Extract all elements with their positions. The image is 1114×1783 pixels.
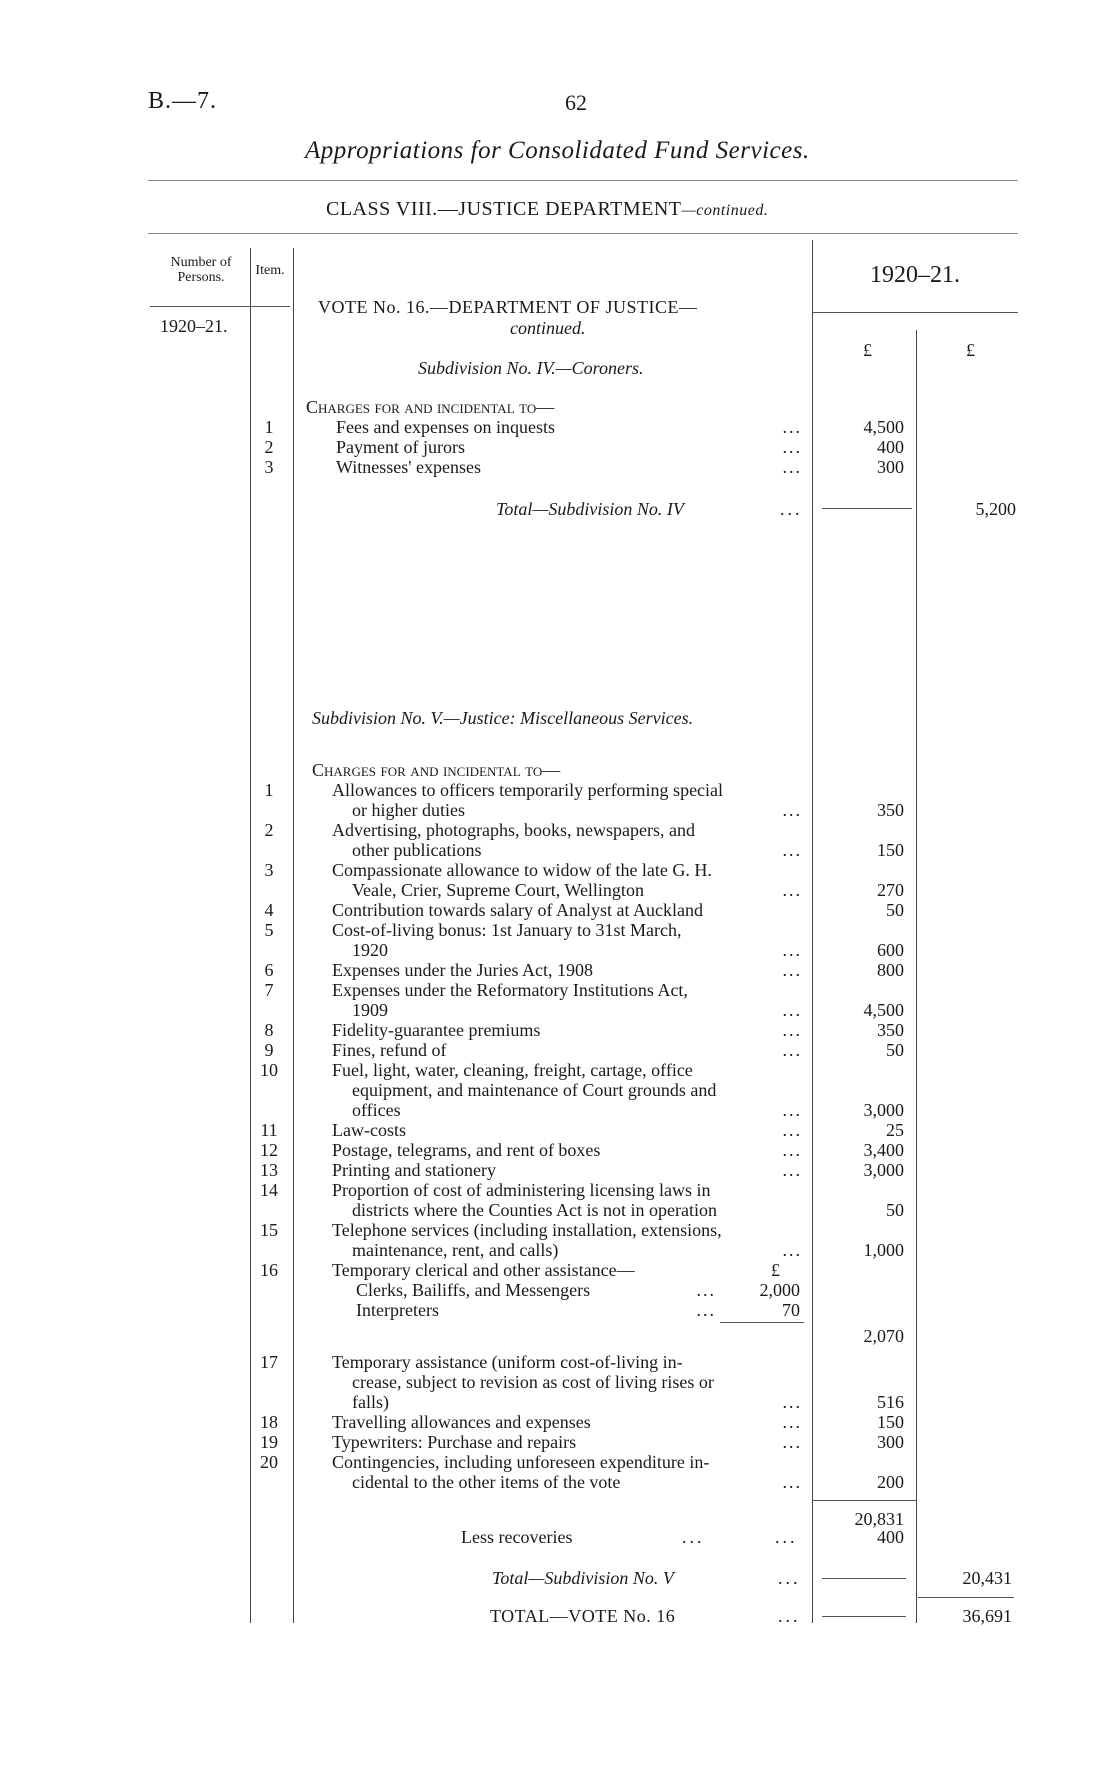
line-item-text-line — [332, 1180, 802, 1200]
leader-dots: ... — [782, 960, 802, 980]
line-item-amount: 1,000 — [863, 1240, 904, 1260]
line-item-text: 1920 — [352, 940, 388, 960]
line-item-text: Postage, telegrams, and rent of boxes — [332, 1140, 601, 1160]
line-item-text: offices — [352, 1100, 401, 1120]
line-item-amount: 600 — [877, 940, 904, 960]
leader-dots: ... — [782, 940, 802, 960]
line-item-amount: 800 — [877, 960, 904, 980]
line-item-text: Fines, refund of — [332, 1040, 447, 1060]
sub-item-amount: 2,000 — [759, 1280, 800, 1300]
line-item-text-line — [332, 860, 802, 880]
sub-item-amount: 70 — [782, 1300, 800, 1320]
leader-dots: ... — [782, 1160, 802, 1180]
line-item-text: Witnesses' expenses — [336, 457, 481, 477]
line-item-text: 1909 — [352, 1000, 388, 1020]
line-item-text-line — [332, 1060, 802, 1080]
line-item-text-line — [332, 780, 802, 800]
sub-item-text: Clerks, Bailiffs, and Messengers — [356, 1280, 591, 1300]
column-year-left: 1920–21. — [160, 316, 228, 336]
subdivision-v-total: 20,431 — [962, 1568, 1012, 1588]
line-item-amount: 516 — [877, 1392, 904, 1412]
line-item-text: Contingencies, including unforeseen expenditure in- — [332, 1452, 710, 1472]
leader-dots: ... — [782, 1240, 802, 1260]
leader-dots: ... — [782, 1472, 802, 1492]
item-number: 7 — [264, 980, 274, 1000]
item-number: 2 — [264, 437, 274, 457]
line-item-amount: 4,500 — [863, 1000, 904, 1020]
line-item-text-line — [332, 1120, 802, 1140]
currency-symbol-1: £ — [863, 340, 872, 360]
subdivision-iv-total: 5,200 — [975, 499, 1016, 519]
line-item-text-line — [332, 1452, 802, 1472]
line-item-text-line — [332, 960, 802, 980]
column-rule-amount-2 — [916, 330, 917, 1623]
item-number: 10 — [260, 1060, 278, 1080]
line-item-text-line — [352, 1392, 802, 1412]
leader-dots: ... — [782, 800, 802, 820]
sub-currency-symbol: £ — [771, 1260, 780, 1280]
subdivision-iv-total-dots: ... — [780, 499, 803, 519]
line-item-text: Temporary assistance (uniform cost-of-living in- — [332, 1352, 683, 1372]
leader-dots: ... — [696, 1280, 716, 1300]
subdivision-iv-title: Subdivision No. IV.—Coroners. — [418, 358, 644, 378]
sub-item — [356, 1300, 716, 1320]
item-number: 12 — [260, 1140, 278, 1160]
line-item-text-line — [332, 920, 802, 940]
leader-dots: ... — [782, 1120, 802, 1140]
line-item-text-line — [352, 800, 802, 820]
leader-dots: ... — [782, 1020, 802, 1040]
line-item-text: districts where the Counties Act is not in operation — [352, 1200, 717, 1220]
line-item-text: Proportion of cost of administering licensing laws in — [332, 1180, 711, 1200]
title-rule — [148, 180, 1018, 181]
line-item-text-line — [352, 940, 802, 960]
sub-item — [356, 1280, 716, 1300]
sub-total-rule — [720, 1322, 804, 1323]
line-item-amount: 270 — [877, 880, 904, 900]
line-item-amount: 200 — [877, 1472, 904, 1492]
item-number: 13 — [260, 1160, 278, 1180]
line-item-text-line — [332, 1160, 802, 1180]
line-item-text: Veale, Crier, Supreme Court, Wellington — [352, 880, 644, 900]
line-item-amount: 150 — [877, 1412, 904, 1432]
document-code: B.—7. — [148, 88, 218, 114]
line-item-amount: 350 — [877, 1020, 904, 1040]
line-item-text: Fuel, light, water, cleaning, freight, cartage, office — [332, 1060, 693, 1080]
line-item-text: Expenses under the Reformatory Institutions Act, — [332, 980, 688, 1000]
line-item-amount: 350 — [877, 800, 904, 820]
line-item-text: Printing and stationery — [332, 1160, 496, 1180]
item-number: 5 — [264, 920, 274, 940]
line-item-text-line — [352, 1372, 802, 1392]
item-number: 19 — [260, 1432, 278, 1452]
line-item-amount: 3,000 — [863, 1100, 904, 1120]
item-number: 11 — [260, 1120, 278, 1140]
line-item-text-line — [332, 1260, 802, 1280]
item-number: 2 — [264, 820, 274, 840]
leader-dots: ... — [782, 840, 802, 860]
item-number: 4 — [264, 900, 274, 920]
leader-dots: ... — [782, 1432, 802, 1452]
line-item-description — [336, 437, 802, 457]
vote-continued: continued. — [510, 318, 586, 338]
line-item-text-line — [332, 1352, 802, 1372]
item-number: 9 — [264, 1040, 274, 1060]
line-item-text: falls) — [352, 1392, 389, 1412]
leader-dots: ... — [782, 417, 802, 437]
column-rule-item — [293, 248, 294, 1623]
leader-dots: ... — [782, 1412, 802, 1432]
line-item-amount: 3,000 — [863, 1160, 904, 1180]
line-item-text: Advertising, photographs, books, newspapers, and — [332, 820, 695, 840]
leader-dots: ... — [782, 457, 802, 477]
header-rule-right — [812, 312, 1018, 313]
subdivision-v-total-label: Total—Subdivision No. V — [492, 1568, 674, 1588]
line-item-text: Allowances to officers temporarily performing special — [332, 780, 724, 800]
column-year-right: 1920–21. — [870, 262, 960, 288]
line-item-description — [336, 417, 802, 437]
leader-dots: ... — [782, 1040, 802, 1060]
line-item-text-line — [352, 1200, 802, 1220]
vote-title: VOTE No. 16.—DEPARTMENT OF JUSTICE— — [318, 297, 698, 317]
line-item-text-line — [352, 1080, 802, 1100]
less-recoveries-dots-1: ... — [682, 1527, 705, 1547]
line-item-amount: 4,500 — [863, 417, 904, 437]
line-item-text-line — [332, 1220, 802, 1240]
item-number: 3 — [264, 860, 274, 880]
leader-dots: ... — [782, 1392, 802, 1412]
line-item-text-line — [352, 880, 802, 900]
subdivision-v-title: Subdivision No. V.—Justice: Miscellaneous Services. — [312, 708, 694, 728]
vote-total-dots: ... — [778, 1606, 801, 1626]
item-number: 20 — [260, 1452, 278, 1472]
line-item-text-line — [332, 1412, 802, 1432]
line-item-text: Law-costs — [332, 1120, 406, 1140]
line-item-amount: 300 — [877, 457, 904, 477]
less-recoveries-amount: 400 — [877, 1527, 904, 1547]
subdivision-v-total-rule — [822, 1578, 906, 1579]
line-item-text-line — [332, 1432, 802, 1452]
leader-dots: ... — [782, 1100, 802, 1120]
line-item-text-line — [352, 840, 802, 860]
item-number: 15 — [260, 1220, 278, 1240]
class-title: CLASS VIII.—JUSTICE DEPARTMENT—continued. — [326, 198, 769, 220]
subdivision-v-gross-total: 20,831 — [854, 1509, 904, 1529]
leader-dots: ... — [782, 880, 802, 900]
line-item-amount: 25 — [886, 1120, 904, 1140]
vote-total-rule — [822, 1616, 906, 1617]
subdivision-v-charges-heading: Charges for and incidental to— — [312, 760, 561, 780]
less-recoveries-label: Less recoveries — [461, 1527, 573, 1547]
line-item-text-line — [332, 900, 802, 920]
line-item-amount: 3,400 — [863, 1140, 904, 1160]
item-number: 1 — [264, 417, 274, 437]
line-item-text-line — [332, 1140, 802, 1160]
line-item-amount: 50 — [886, 1200, 904, 1220]
line-item-amount: 2,070 — [863, 1326, 904, 1346]
line-item-text: Fidelity-guarantee premiums — [332, 1020, 541, 1040]
line-item-amount: 300 — [877, 1432, 904, 1452]
line-item-text: Travelling allowances and expenses — [332, 1412, 591, 1432]
currency-symbol-2: £ — [966, 340, 975, 360]
line-item-text: cidental to the other items of the vote — [352, 1472, 621, 1492]
line-item-amount: 150 — [877, 840, 904, 860]
item-number: 8 — [264, 1020, 274, 1040]
subdivision-iv-total-label: Total—Subdivision No. IV — [496, 499, 684, 519]
line-item-text: Fees and expenses on inquests — [336, 417, 555, 437]
page-title: Appropriations for Consolidated Fund Services. — [305, 137, 810, 164]
leader-dots: ... — [782, 1140, 802, 1160]
less-recoveries-dots-2: ... — [775, 1527, 798, 1547]
line-item-description — [336, 457, 802, 477]
column-item: Item. — [255, 263, 285, 278]
subdivision-v-total-dots: ... — [778, 1568, 801, 1588]
line-item-text-line — [332, 820, 802, 840]
leader-dots: ... — [696, 1300, 716, 1320]
item-number: 3 — [264, 457, 274, 477]
item-number: 17 — [260, 1352, 278, 1372]
leader-dots: ... — [782, 437, 802, 457]
header-rule-left — [150, 306, 290, 307]
line-item-text: maintenance, rent, and calls) — [352, 1240, 559, 1260]
subdivision-iv-charges-heading: Charges for and incidental to— — [306, 397, 555, 417]
line-item-text-line — [352, 1100, 802, 1120]
line-item-text: equipment, and maintenance of Court grounds and — [352, 1080, 717, 1100]
item-number: 16 — [260, 1260, 278, 1280]
vote-total-top-rule — [918, 1597, 1014, 1598]
column-number-of-persons: Number of Persons. — [170, 255, 232, 285]
line-item-text: other publications — [352, 840, 482, 860]
line-item-text: Typewriters: Purchase and repairs — [332, 1432, 577, 1452]
item-number: 14 — [260, 1180, 278, 1200]
item-number: 18 — [260, 1412, 278, 1432]
column-rule-persons — [250, 248, 251, 1623]
vote-total-amount: 36,691 — [962, 1606, 1012, 1626]
sub-item-text: Interpreters — [356, 1300, 439, 1320]
line-item-text-line — [332, 980, 802, 1000]
line-item-text: Contribution towards salary of Analyst at Auckland — [332, 900, 703, 920]
gross-total-rule — [812, 1500, 916, 1501]
line-item-text: Expenses under the Juries Act, 1908 — [332, 960, 593, 980]
item-number: 6 — [264, 960, 274, 980]
line-item-text: or higher duties — [352, 800, 465, 820]
line-item-text: Temporary clerical and other assistance— — [332, 1260, 635, 1280]
subdivision-iv-subtotal-rule — [822, 508, 912, 509]
vote-total-label: TOTAL—VOTE No. 16 — [490, 1606, 676, 1626]
line-item-text: Compassionate allowance to widow of the late G. H. — [332, 860, 712, 880]
line-item-text: crease, subject to revision as cost of living rises or — [352, 1372, 714, 1392]
line-item-amount: 400 — [877, 437, 904, 457]
item-number: 1 — [264, 780, 274, 800]
page-number: 62 — [565, 90, 587, 115]
line-item-text-line — [332, 1040, 802, 1060]
line-item-text: Cost-of-living bonus: 1st January to 31st March, — [332, 920, 682, 940]
line-item-text: Telephone services (including installation, extensions, — [332, 1220, 722, 1240]
line-item-amount: 50 — [886, 1040, 904, 1060]
line-item-text-line — [352, 1000, 802, 1020]
line-item-text-line — [352, 1472, 802, 1492]
line-item-text-line — [352, 1240, 802, 1260]
line-item-text: Payment of jurors — [336, 437, 465, 457]
class-rule — [148, 233, 1018, 234]
line-item-text-line — [332, 1020, 802, 1040]
leader-dots: ... — [782, 1000, 802, 1020]
line-item-amount: 50 — [886, 900, 904, 920]
